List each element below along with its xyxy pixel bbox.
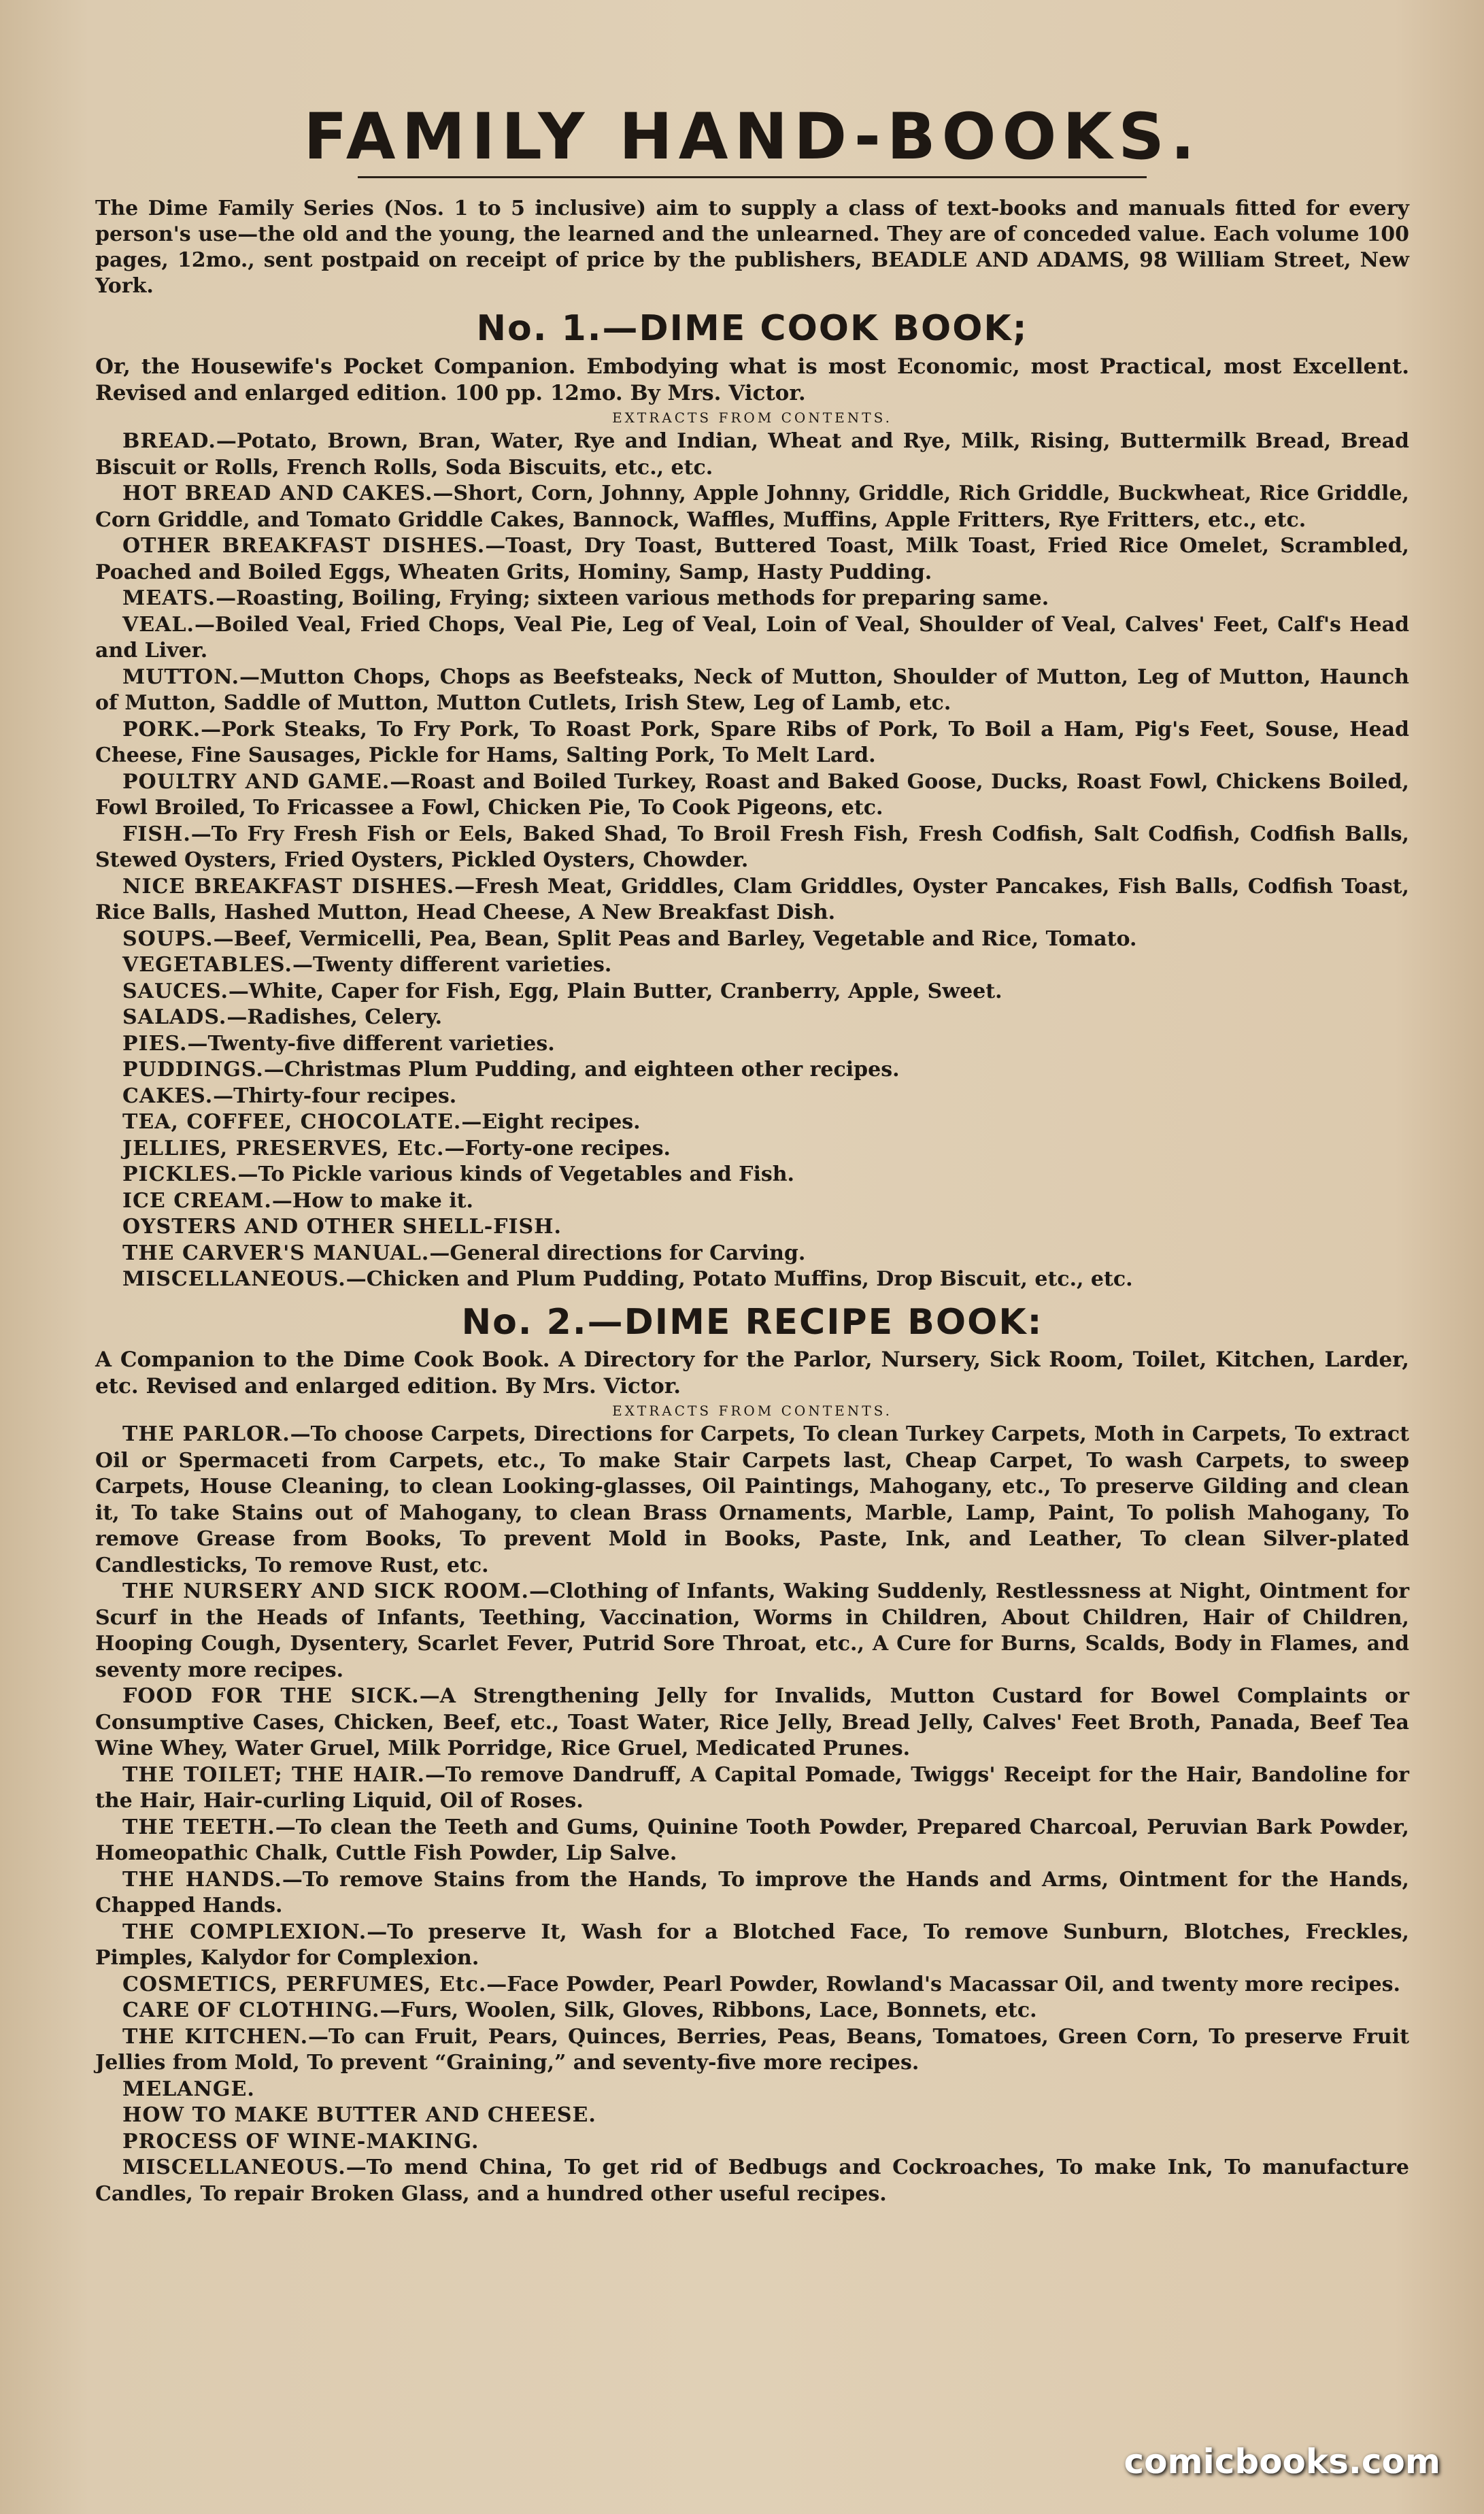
- entry-text: —To mend China, To get rid of Bedbugs and Cockroaches, To make Ink, To manufacture Candles, To repair Broken Glass, and a hundred other useful recipes.: [95, 2156, 1409, 2206]
- book1-section: [95, 309, 1409, 1292]
- entry-text: —Mutton Chops, Chops as Beefsteaks, Neck of Mutton, Shoulder of Mutton, Leg of Mutton, Haunch of Mutton, Saddle of Mutton, Mutton Cutlets, Irish Stew, Leg of Lamb, etc.: [95, 665, 1409, 716]
- entry-text: —General directions for Carving.: [429, 1241, 806, 1265]
- contents-entry: [95, 979, 1409, 1005]
- book2-contents-list: [95, 1422, 1409, 2207]
- entry-title: PICKLES.: [122, 1162, 238, 1187]
- entry-text: —Thirty-four recipes.: [213, 1084, 457, 1108]
- entry-text: —To remove Dandruff, A Capital Pomade, Twiggs' Receipt for the Hair, Bandoline for the Hair, Hair-curling Liquid, Oil of Roses.: [95, 1762, 1409, 1813]
- contents-entry: [95, 429, 1409, 481]
- contents-entry: [95, 1084, 1409, 1110]
- contents-entry: [95, 822, 1409, 874]
- entry-title: PIES.: [122, 1031, 188, 1056]
- entry-title: OYSTERS AND OTHER SHELL-FISH.: [122, 1215, 562, 1239]
- contents-entry: [95, 1683, 1409, 1762]
- entry-title: OTHER BREAKFAST DISHES.: [122, 534, 486, 558]
- contents-entry: [95, 2155, 1409, 2207]
- entry-text: —Short, Corn, Johnny, Apple Johnny, Griddle, Rich Griddle, Buckwheat, Rice Griddle, Corn Griddle, and Tomato Griddle Cakes, Bannock, Waffles, Muffins, Apple Fritters, Rye Fritters, etc., etc.: [95, 482, 1409, 532]
- entry-title: MEATS.: [122, 586, 216, 611]
- entry-text: —To Fry Fresh Fish or Eels, Baked Shad, To Broil Fresh Fish, Fresh Codfish, Salt Codfish, Codfish Balls, Stewed Oysters, Fried Oysters, Pickled Oysters, Chowder.: [95, 822, 1409, 873]
- entry-title: HOW TO MAKE BUTTER AND CHEESE.: [122, 2103, 596, 2128]
- contents-entry: [95, 533, 1409, 586]
- contents-entry: [95, 2077, 1409, 2103]
- entry-text: —Clothing of Infants, Waking Suddenly, Restlessness at Night, Ointment for Scurf in the Heads of Infants, Teething, Vaccination, Worms in Children, About Children, Hair of Children, Hooping Cough, Dysentery, Scarlet Fever, Putrid Sore Throat, etc., A Cure for Burns, Scalds, Body in Flames, and seventy more recipes.: [95, 1579, 1409, 1682]
- entry-text: —Twenty different varieties.: [292, 953, 612, 977]
- entry-title: THE HANDS.: [122, 1867, 282, 1892]
- book2-subtitle: A Companion to the Dime Cook Book. A Directory for the Parlor, Nursery, Sick Room, Toilet, Kitchen, Larder, etc. Revised and enlarged edition. By Mrs. Victor.: [95, 1347, 1409, 1399]
- entry-title: THE COMPLEXION.: [122, 1920, 367, 1944]
- entry-title: PUDDINGS.: [122, 1058, 264, 1082]
- entry-title: PORK.: [122, 717, 201, 741]
- contents-entry: [95, 1920, 1409, 1972]
- contents-entry: [95, 2129, 1409, 2156]
- page-title: FAMILY HAND-BOOKS.: [303, 100, 1201, 174]
- contents-entry: [95, 2024, 1409, 2077]
- contents-entry: [95, 952, 1409, 979]
- contents-entry: [95, 1136, 1409, 1162]
- contents-entry: [95, 1422, 1409, 1579]
- entry-text: —Beef, Vermicelli, Pea, Bean, Split Peas and Barley, Vegetable and Rice, Tomato.: [213, 926, 1137, 951]
- contents-entry: [95, 481, 1409, 533]
- contents-entry: [95, 1188, 1409, 1215]
- contents-entry: [95, 1109, 1409, 1136]
- contents-entry: [95, 1579, 1409, 1683]
- entry-text: —Chicken and Plum Pudding, Potato Muffins, Drop Biscuit, etc., etc.: [345, 1267, 1133, 1292]
- book2-heading: No. 2.—DIME RECIPE BOOK:: [461, 1301, 1043, 1343]
- book1-subtitle: Or, the Housewife's Pocket Companion. Embodying what is most Economic, most Practical, most Excellent. Revised and enlarged edition. 100 pp. 12mo. By Mrs. Victor.: [95, 354, 1409, 406]
- entry-text: —Forty-one recipes.: [444, 1136, 671, 1160]
- contents-entry: [95, 2102, 1409, 2129]
- entry-text: —To Pickle various kinds of Vegetables and Fish.: [237, 1162, 794, 1187]
- contents-entry: [95, 1972, 1409, 1998]
- contents-entry: [95, 769, 1409, 822]
- book1-contents-list: [95, 429, 1409, 1293]
- contents-entry: [95, 1005, 1409, 1031]
- entry-text: —Fresh Meat, Griddles, Clam Griddles, Oyster Pancakes, Fish Balls, Codfish Toast, Rice Balls, Hashed Mutton, Head Cheese, A New Breakfast Dish.: [95, 874, 1409, 925]
- entry-text: —Furs, Woolen, Silk, Gloves, Ribbons, Lace, Bonnets, etc.: [380, 1998, 1037, 2023]
- contents-entry: [95, 1267, 1409, 1293]
- contents-entry: [95, 874, 1409, 926]
- contents-entry: [95, 717, 1409, 769]
- book2-section: [95, 1303, 1409, 2208]
- contents-entry: [95, 586, 1409, 612]
- entry-text: —To remove Stains from the Hands, To improve the Hands and Arms, Ointment for the Hands, Chapped Hands.: [95, 1867, 1409, 1918]
- entry-title: PROCESS OF WINE-MAKING.: [122, 2129, 479, 2153]
- book2-extracts-label: EXTRACTS FROM CONTENTS.: [612, 1403, 892, 1420]
- entry-text: —Eight recipes.: [461, 1110, 641, 1135]
- entry-text: —White, Caper for Fish, Egg, Plain Butter, Cranberry, Apple, Sweet.: [228, 979, 1002, 1003]
- contents-entry: [95, 1815, 1409, 1867]
- contents-entry: [95, 1162, 1409, 1188]
- contents-entry: [95, 1867, 1409, 1920]
- contents-entry: [95, 1762, 1409, 1815]
- entry-text: —To choose Carpets, Directions for Carpets, To clean Turkey Carpets, Moth in Carpets, To extract Oil or Spermaceti from Carpets, etc., To make Stair Carpets last, Cheap Carpet, To wash Carpets, to sweep Carpets, House Cleaning, to clean Looking-glasses, Oil Paintings, Mahogany, etc., To preserve Gilding and clean it, To take Stains out of Mahogany, to clean Brass Ornaments, Marble, Lamp, Paint, To polish Mahogany, To remove Grease from Books, To prevent Mold in Books, Paste, Ink, and Leather, To clean Silver-plated Candlesticks, To remove Rust, etc.: [95, 1422, 1409, 1577]
- entry-title: SOUPS.: [122, 926, 214, 951]
- entry-title: MISCELLANEOUS.: [122, 2156, 346, 2180]
- entry-title: SAUCES.: [122, 979, 229, 1003]
- entry-text: —Roast and Boiled Turkey, Roast and Baked Goose, Ducks, Roast Fowl, Chickens Boiled, Fowl Broiled, To Fricassee a Fowl, Chicken Pie, To Cook Pigeons, etc.: [95, 769, 1409, 820]
- entry-title: TEA, COFFEE, CHOCOLATE.: [122, 1110, 462, 1135]
- contents-entry: [95, 1214, 1409, 1241]
- entry-text: —Pork Steaks, To Fry Pork, To Roast Pork, Spare Ribs of Pork, To Boil a Ham, Pig's Feet, Souse, Head Cheese, Fine Sausages, Pickle for Hams, Salting Pork, To Melt Lard.: [95, 717, 1409, 768]
- entry-title: THE CARVER'S MANUAL.: [122, 1241, 430, 1265]
- entry-text: —How to make it.: [271, 1188, 473, 1213]
- contents-entry: [95, 1241, 1409, 1267]
- entry-title: THE TEETH.: [122, 1815, 275, 1839]
- contents-entry: [95, 926, 1409, 953]
- entry-title: JELLIES, PRESERVES, Etc.: [122, 1136, 445, 1160]
- entry-title: POULTRY AND GAME.: [122, 769, 390, 794]
- entry-title: NICE BREAKFAST DISHES.: [122, 874, 455, 899]
- entry-text: —A Strengthening Jelly for Invalids, Mutton Custard for Bowel Complaints or Consumptive Cases, Chicken, Beef, etc., Toast Water, Rice Jelly, Bread Jelly, Calves' Feet Broth, Panada, Beef Tea Wine Whey, Water Gruel, Milk Porridge, Rice Gruel, Medicated Prunes.: [95, 1684, 1410, 1761]
- entry-text: —Boiled Veal, Fried Chops, Veal Pie, Leg of Veal, Loin of Veal, Shoulder of Veal, Calves' Feet, Calf's Head and Liver.: [95, 612, 1409, 663]
- entry-title: THE KITCHEN.: [122, 2024, 309, 2049]
- contents-entry: [95, 665, 1409, 717]
- entry-text: —Christmas Plum Pudding, and eighteen other recipes.: [263, 1058, 900, 1082]
- entry-text: —Radishes, Celery.: [226, 1005, 443, 1030]
- entry-title: VEAL.: [122, 612, 195, 637]
- entry-text: —To can Fruit, Pears, Quinces, Berries, Peas, Beans, Tomatoes, Green Corn, To preserve Fruit Jellies from Mold, To prevent “Graining,” and seventy-five more recipes.: [95, 2024, 1409, 2075]
- entry-title: COSMETICS, PERFUMES, Etc.: [122, 1972, 487, 1996]
- contents-entry: [95, 1057, 1409, 1084]
- watermark: comicbooks.com: [1124, 2442, 1440, 2481]
- entry-title: SALADS.: [122, 1005, 227, 1030]
- entry-title: VEGETABLES.: [122, 953, 292, 977]
- entry-text: —Toast, Dry Toast, Buttered Toast, Milk Toast, Fried Rice Omelet, Scrambled, Poached and Boiled Eggs, Wheaten Grits, Hominy, Samp, Hasty Pudding.: [95, 534, 1410, 584]
- entry-title: FISH.: [122, 822, 191, 846]
- entry-text: —To clean the Teeth and Gums, Quinine Tooth Powder, Prepared Charcoal, Peruvian Bark Powder, Homeopathic Chalk, Cuttle Fish Powder, Lip Salve.: [95, 1815, 1409, 1866]
- entry-text: —Twenty-five different varieties.: [187, 1031, 555, 1056]
- contents-entry: [95, 1031, 1409, 1058]
- entry-title: ICE CREAM.: [122, 1188, 272, 1213]
- entry-title: CARE OF CLOTHING.: [122, 1998, 380, 2023]
- contents-entry: [95, 1998, 1409, 2024]
- contents-entry: [95, 612, 1409, 665]
- entry-title: HOT BREAD AND CAKES.: [122, 482, 433, 506]
- title-rule: [358, 176, 1146, 178]
- entry-title: MELANGE.: [122, 2077, 255, 2101]
- entry-title: MUTTON.: [122, 665, 240, 689]
- entry-title: THE TOILET; THE HAIR.: [122, 1762, 425, 1787]
- entry-title: THE PARLOR.: [122, 1422, 290, 1447]
- entry-title: BREAD.: [122, 429, 216, 454]
- entry-text: —Potato, Brown, Bran, Water, Rye and Indian, Wheat and Rye, Milk, Rising, Buttermilk Bread, Bread Biscuit or Rolls, French Rolls, Soda Biscuits, etc., etc.: [95, 429, 1409, 480]
- entry-title: FOOD FOR THE SICK.: [122, 1684, 420, 1709]
- entry-text: —To preserve It, Wash for a Blotched Face, To remove Sunburn, Blotches, Freckles, Pimples, Kalydor for Complexion.: [95, 1920, 1409, 1971]
- book1-extracts-label: EXTRACTS FROM CONTENTS.: [612, 409, 892, 426]
- intro-paragraph: The Dime Family Series (Nos. 1 to 5 inclusive) aim to supply a class of text-books and manuals fitted for every person's use—the old and the young, the learned and the unlearned. They are of conceded value. Each volume 100 pages, 12mo., sent postpaid on receipt of price by the publishers, BEADLE AND ADAMS, 98 William Street, New York.: [95, 197, 1409, 299]
- book1-heading: No. 1.—DIME COOK BOOK;: [476, 308, 1028, 350]
- entry-title: CAKES.: [122, 1084, 214, 1108]
- entry-title: THE NURSERY AND SICK ROOM.: [122, 1579, 529, 1604]
- entry-text: —Roasting, Boiling, Frying; sixteen various methods for preparing same.: [216, 586, 1049, 611]
- entry-title: MISCELLANEOUS.: [122, 1267, 346, 1292]
- entry-text: —Face Powder, Pearl Powder, Rowland's Macassar Oil, and twenty more recipes.: [486, 1972, 1400, 1996]
